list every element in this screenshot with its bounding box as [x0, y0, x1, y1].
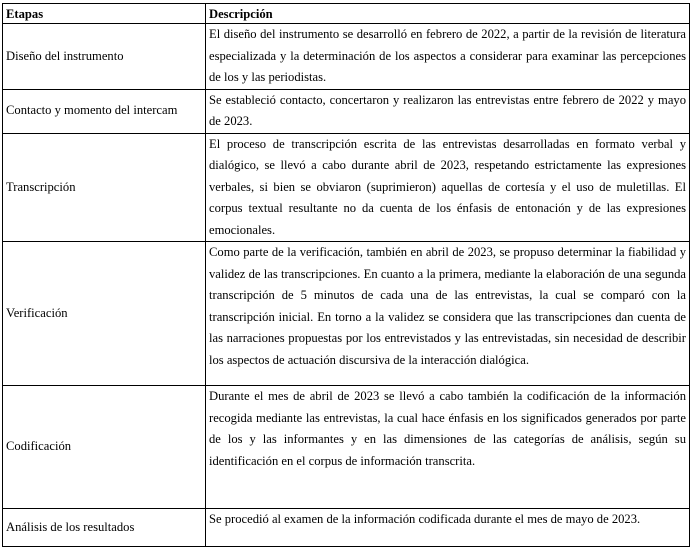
stage-cell: Diseño del instrumento — [3, 24, 206, 90]
table-row — [3, 242, 690, 386]
table-row — [3, 509, 690, 547]
description-cell: Como parte de la verificación, también en abril de 2023, se propuso determinar la fiabilidad y validez de las transcripciones. En cuanto a la primera, mediante la elaboración de una segunda transcripción de 5 minutos de cada una de las entrevistas, la cual se comparó con la transcripción inicial. En torno a la validez se considera que las transcripciones dan cuenta de las narraciones propuestas por los entrevistados y las entrevistadas, sin necesidad de describir los aspectos de actuación discursiva de la interacción dialógica. — [206, 242, 690, 386]
description-cell: El proceso de transcripción escrita de las entrevistas desarrolladas en formato verbal y dialógico, se llevó a cabo durante abril de 2023, respetando estrictamente las expresiones verbales, si bien se obviaron (suprimieron) aquellas de cortesía y el uso de muletillas. El corpus textual resultante no da cuenta de los énfasis de entonación y de las expresiones emocionales. — [206, 133, 690, 242]
description-cell: Se estableció contacto, concertaron y realizaron las entrevistas entre febrero de 2022 y mayo de 2023. — [206, 89, 690, 133]
stage-cell: Verificación — [3, 242, 206, 386]
table-row — [3, 24, 690, 90]
description-cell: Durante el mes de abril de 2023 se llevó a cabo también la codificación de la información recogida mediante las entrevistas, la cual hace énfasis en los significados generados por parte de los y las informantes y en las dimensiones de las categorías de análisis, según su identificación en el corpus de información transcrita. — [206, 386, 690, 509]
stage-cell: Análisis de los resultados — [3, 509, 206, 547]
description-cell: Se procedió al examen de la información codificada durante el mes de mayo de 2023. — [206, 509, 690, 547]
table-row — [3, 89, 690, 133]
stages-table — [2, 3, 690, 547]
description-cell: El diseño del instrumento se desarrolló en febrero de 2022, a partir de la revisión de literatura especializada y la determinación de los aspectos a considerar para examinar las percepciones de los y las periodistas. — [206, 24, 690, 90]
table-row — [3, 386, 690, 509]
table-row — [3, 133, 690, 242]
stage-cell: Contacto y momento del intercam — [3, 89, 206, 133]
header-row — [3, 4, 690, 24]
stage-cell: Transcripción — [3, 133, 206, 242]
stage-cell: Codificación — [3, 386, 206, 509]
header-description: Descripción — [206, 4, 690, 24]
header-stage: Etapas — [3, 4, 206, 24]
